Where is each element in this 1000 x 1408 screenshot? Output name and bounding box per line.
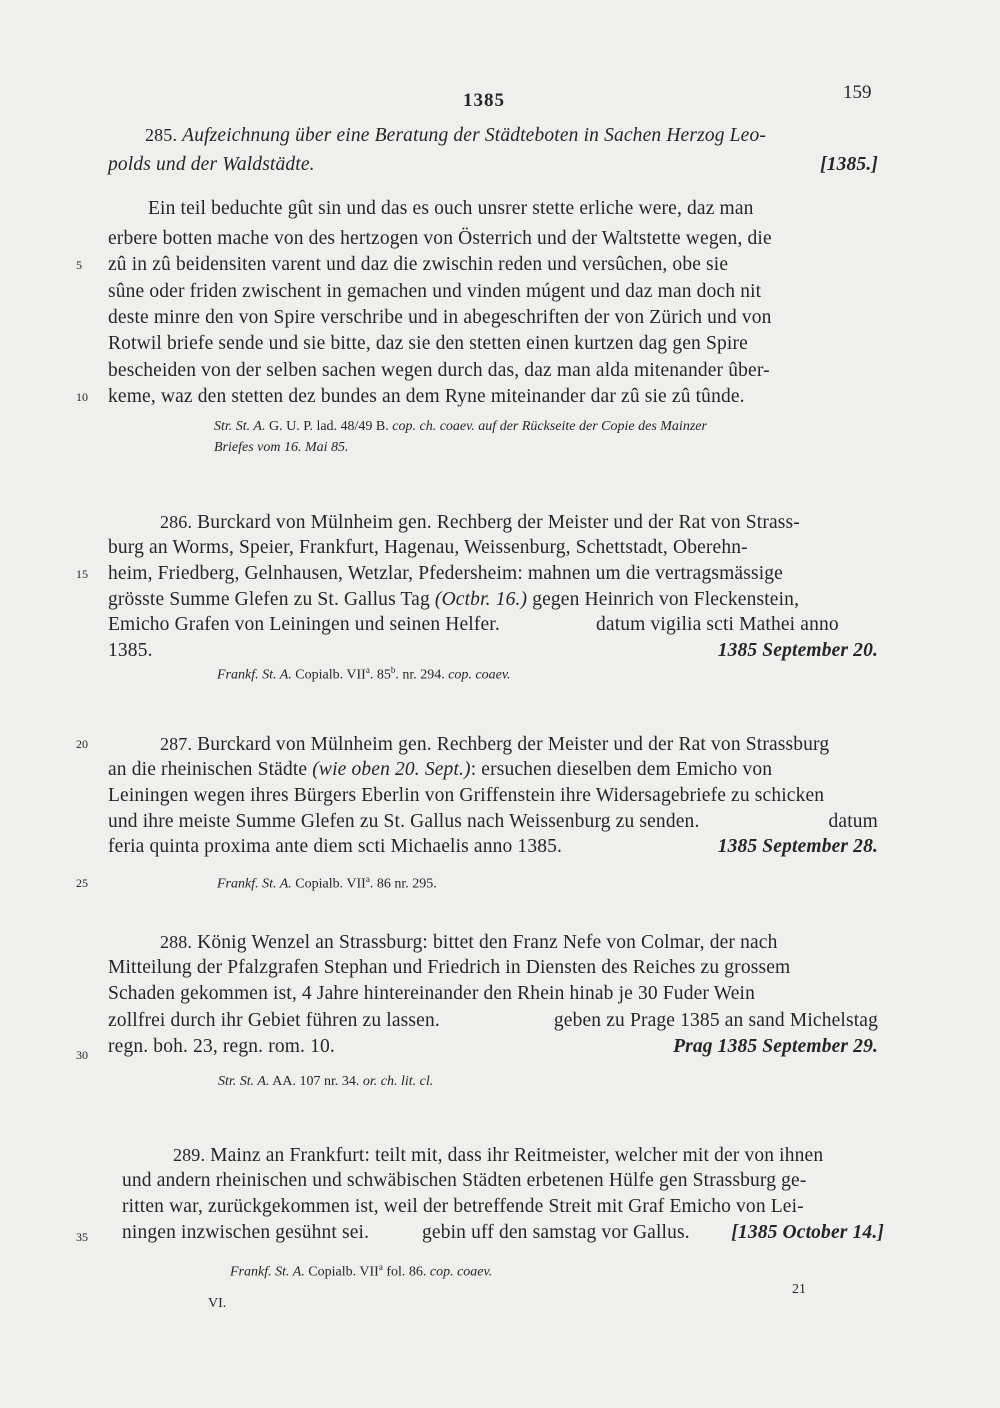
- entry-287-body: Burckard von Mülnheim gen. Rechberg der Meister und der Rat von Strassburg: [197, 734, 830, 755]
- entry-288-body-line: Mitteilung der Pfalzgrafen Stephan und Friedrich in Diensten des Reiches zu grossem: [108, 957, 791, 978]
- entry-288-dating: geben zu Prage 1385 an sand Michelstag: [553, 1010, 878, 1031]
- archive-folio: fol. 86.: [386, 1264, 427, 1280]
- source-note: or. ch. lit. cl.: [362, 1074, 434, 1089]
- archive-signature: Copialb. VII: [295, 876, 366, 892]
- entry-285-body-line: erbere botten mache von des hertzogen von Österrich und der Waltstette wegen, die: [108, 228, 772, 249]
- entry-287-number: 287.: [160, 734, 193, 754]
- entry-287-body: : ersuchen dieselben dem Emicho von: [470, 759, 773, 780]
- superscript: a: [378, 1262, 383, 1272]
- entry-288-body: zollfrei durch ihr Gebiet führen zu lassen.: [108, 1010, 440, 1031]
- entry-286-dating: datum vigilia scti Mathei anno: [596, 614, 839, 635]
- entry-288-line-5: [108, 1036, 878, 1058]
- source-note: cop. coaev.: [448, 667, 511, 683]
- entry-288-body-line: Schaden gekommen ist, 4 Jahre hintereinander den Rhein hinab je 30 Fuder Wein: [108, 983, 755, 1004]
- archive-signature: Copialb. VII: [295, 667, 366, 683]
- entry-287-inline-date: (wie oben 20. Sept.): [312, 759, 471, 780]
- entry-289-body: Mainz an Frankfurt: teilt mit, dass ihr Reitmeister, welcher mit der von ihnen: [210, 1145, 824, 1166]
- entry-287-body: an die rheinischen Städte: [108, 759, 308, 780]
- source-note: cop. coaev.: [429, 1264, 493, 1280]
- entry-287-line-5: [108, 836, 878, 858]
- entry-288-date: Prag 1385 September 29.: [673, 1036, 878, 1057]
- entry-288-line-4: [108, 1010, 878, 1032]
- entry-287-body: feria quinta proxima ante diem scti Michaelis anno 1385.: [108, 836, 563, 857]
- entry-289-source: [230, 1258, 492, 1282]
- entry-286-line-1: [160, 511, 878, 534]
- entry-286-date: 1385 September 20.: [717, 640, 878, 661]
- entry-288-body: König Wenzel an Strassburg: bittet den Franz Nefe von Colmar, der nach: [197, 932, 778, 953]
- entry-285-body-line: zû in zû beidensiten varent und daz die zwischin reden und versûchen, obe sie: [108, 254, 729, 275]
- line-number: 30: [76, 1048, 88, 1062]
- line-number: 20: [76, 737, 88, 751]
- entry-287-body-line: Leiningen wegen ihres Bürgers Eberlin von Griffenstein ihre Widersagebriefe zu schicken: [108, 785, 825, 806]
- entry-286-body: 1385.: [108, 640, 153, 661]
- entry-287-line-4: [108, 811, 878, 833]
- entry-286-number: 286.: [160, 512, 193, 532]
- entry-285-title: [145, 124, 880, 147]
- archive-number: . 86 nr. 295.: [369, 876, 437, 892]
- superscript: a: [365, 874, 370, 884]
- entry-286-line-6: [108, 640, 878, 662]
- line-number: 35: [76, 1230, 88, 1244]
- archive-signature: AA. 107 nr. 34.: [272, 1074, 360, 1089]
- entry-288-body: regn. boh. 23, regn. rom. 10.: [108, 1036, 335, 1057]
- archive-number: . nr. 294.: [395, 667, 445, 683]
- entry-286-body-line: burg an Worms, Speier, Frankfurt, Hagenau, Weissenburg, Schettstadt, Oberehn-: [108, 537, 748, 558]
- entry-287-date: 1385 September 28.: [717, 836, 878, 857]
- entry-289-body-line: ritten war, zurückgekommen ist, weil der betreffende Streit mit Graf Emicho von Lei-: [122, 1196, 804, 1217]
- running-head-year: 1385: [463, 90, 505, 111]
- superscript: a: [365, 665, 370, 675]
- entry-287-body: und ihre meiste Summe Glefen zu St. Gallus nach Weissenburg zu senden.: [108, 811, 700, 832]
- entry-286-line-4: [108, 589, 878, 611]
- entry-285-body-line: deste minre den von Spire verschribe und in abegeschriften der von Zürich und von: [108, 307, 772, 328]
- archive-name: Frankf. St. A.: [217, 667, 292, 683]
- entry-286-body-line: heim, Friedberg, Gelnhausen, Wetzlar, Pfedersheim: mahnen um die vertragsmässige: [108, 563, 783, 584]
- entry-285-title-2: [108, 154, 878, 176]
- entry-287-source: [217, 870, 437, 894]
- entry-289-line-4: [122, 1222, 884, 1244]
- entry-289-number: 289.: [173, 1145, 206, 1165]
- archive-name: Frankf. St. A.: [217, 876, 292, 892]
- archive-name: Str. St. A.: [218, 1074, 270, 1089]
- entry-286-source: [217, 661, 511, 685]
- archive-name: Str. St. A.: [214, 419, 266, 434]
- line-number: 10: [76, 390, 88, 404]
- entry-286-body: Emicho Grafen von Leiningen und seinen Helfer.: [108, 614, 500, 635]
- entry-286-body: Burckard von Mülnheim gen. Rechberg der Meister und der Rat von Strass-: [197, 512, 800, 533]
- entry-285-source-2: Briefes vom 16. Mai 85.: [214, 440, 349, 455]
- entry-286-inline-date: (Octbr. 16.): [434, 589, 528, 610]
- archive-signature: G. U. P. lad. 48/49 B.: [268, 419, 389, 434]
- entry-288-number: 288.: [160, 932, 193, 952]
- entry-285-number: 285.: [145, 125, 178, 145]
- source-note: cop. ch. coaev. auf der Rückseite der Copie des Mainzer: [392, 419, 707, 434]
- line-number: 25: [76, 876, 88, 890]
- entry-287-line-2: [108, 759, 878, 781]
- entry-288-line-1: [160, 931, 878, 954]
- entry-289-body: ningen inzwischen gesühnt sei.: [122, 1222, 370, 1243]
- entry-289-line-1: [173, 1144, 878, 1167]
- page-number: 159: [843, 82, 872, 103]
- archive-folio: . 85: [369, 667, 391, 683]
- entry-285-body-line: sûne oder friden zwischent in gemachen und vinden múgent und daz man doch nit: [108, 281, 762, 302]
- sheet-signature: 21: [792, 1282, 806, 1297]
- entry-285-body-line: keme, waz den stetten dez bundes an dem Ryne miteinander dar zû sie zû tûnde.: [108, 386, 745, 407]
- entry-285-body-line: bescheiden von der selben sachen wegen durch das, daz man alda mitenander ûber-: [108, 360, 770, 381]
- entry-287-dating: datum: [828, 811, 878, 832]
- entry-285-body-line: Ein teil beduchte gût sin und das es ouch unsrer stette erliche were, daz man: [148, 198, 754, 219]
- entry-286-body: gegen Heinrich von Fleckenstein,: [532, 589, 800, 610]
- archive-name: Frankf. St. A.: [230, 1264, 305, 1280]
- entry-285-body-line: Rotwil briefe sende und sie bitte, daz sie den stetten einen kurtzen dag gen Spire: [108, 333, 748, 354]
- entry-285-date: [1385.]: [820, 154, 878, 175]
- entry-285-title-line1: Aufzeichnung über eine Beratung der Städteboten in Sachen Herzog Leo-: [182, 125, 766, 146]
- entry-288-source: [218, 1073, 433, 1091]
- entry-289-body-line: und andern rheinischen und schwäbischen Städten erbetenen Hülfe gen Strassburg ge-: [122, 1170, 807, 1191]
- entry-286-body: grösste Summe Glefen zu St. Gallus Tag: [108, 589, 430, 610]
- entry-289-date: [1385 October 14.]: [731, 1222, 884, 1243]
- entry-285-source: [214, 418, 707, 436]
- superscript: b: [390, 665, 396, 675]
- entry-289-dating: gebin uff den samstag vor Gallus.: [422, 1222, 690, 1243]
- entry-287-line-1: [160, 733, 878, 756]
- entry-285-title-line2: polds und der Waldstädte.: [108, 154, 315, 175]
- line-number: 5: [76, 258, 82, 272]
- entry-286-line-5: [108, 614, 878, 636]
- archive-signature: Copialb. VII: [308, 1264, 379, 1280]
- line-number: 15: [76, 567, 88, 581]
- volume-signature: VI.: [208, 1296, 227, 1311]
